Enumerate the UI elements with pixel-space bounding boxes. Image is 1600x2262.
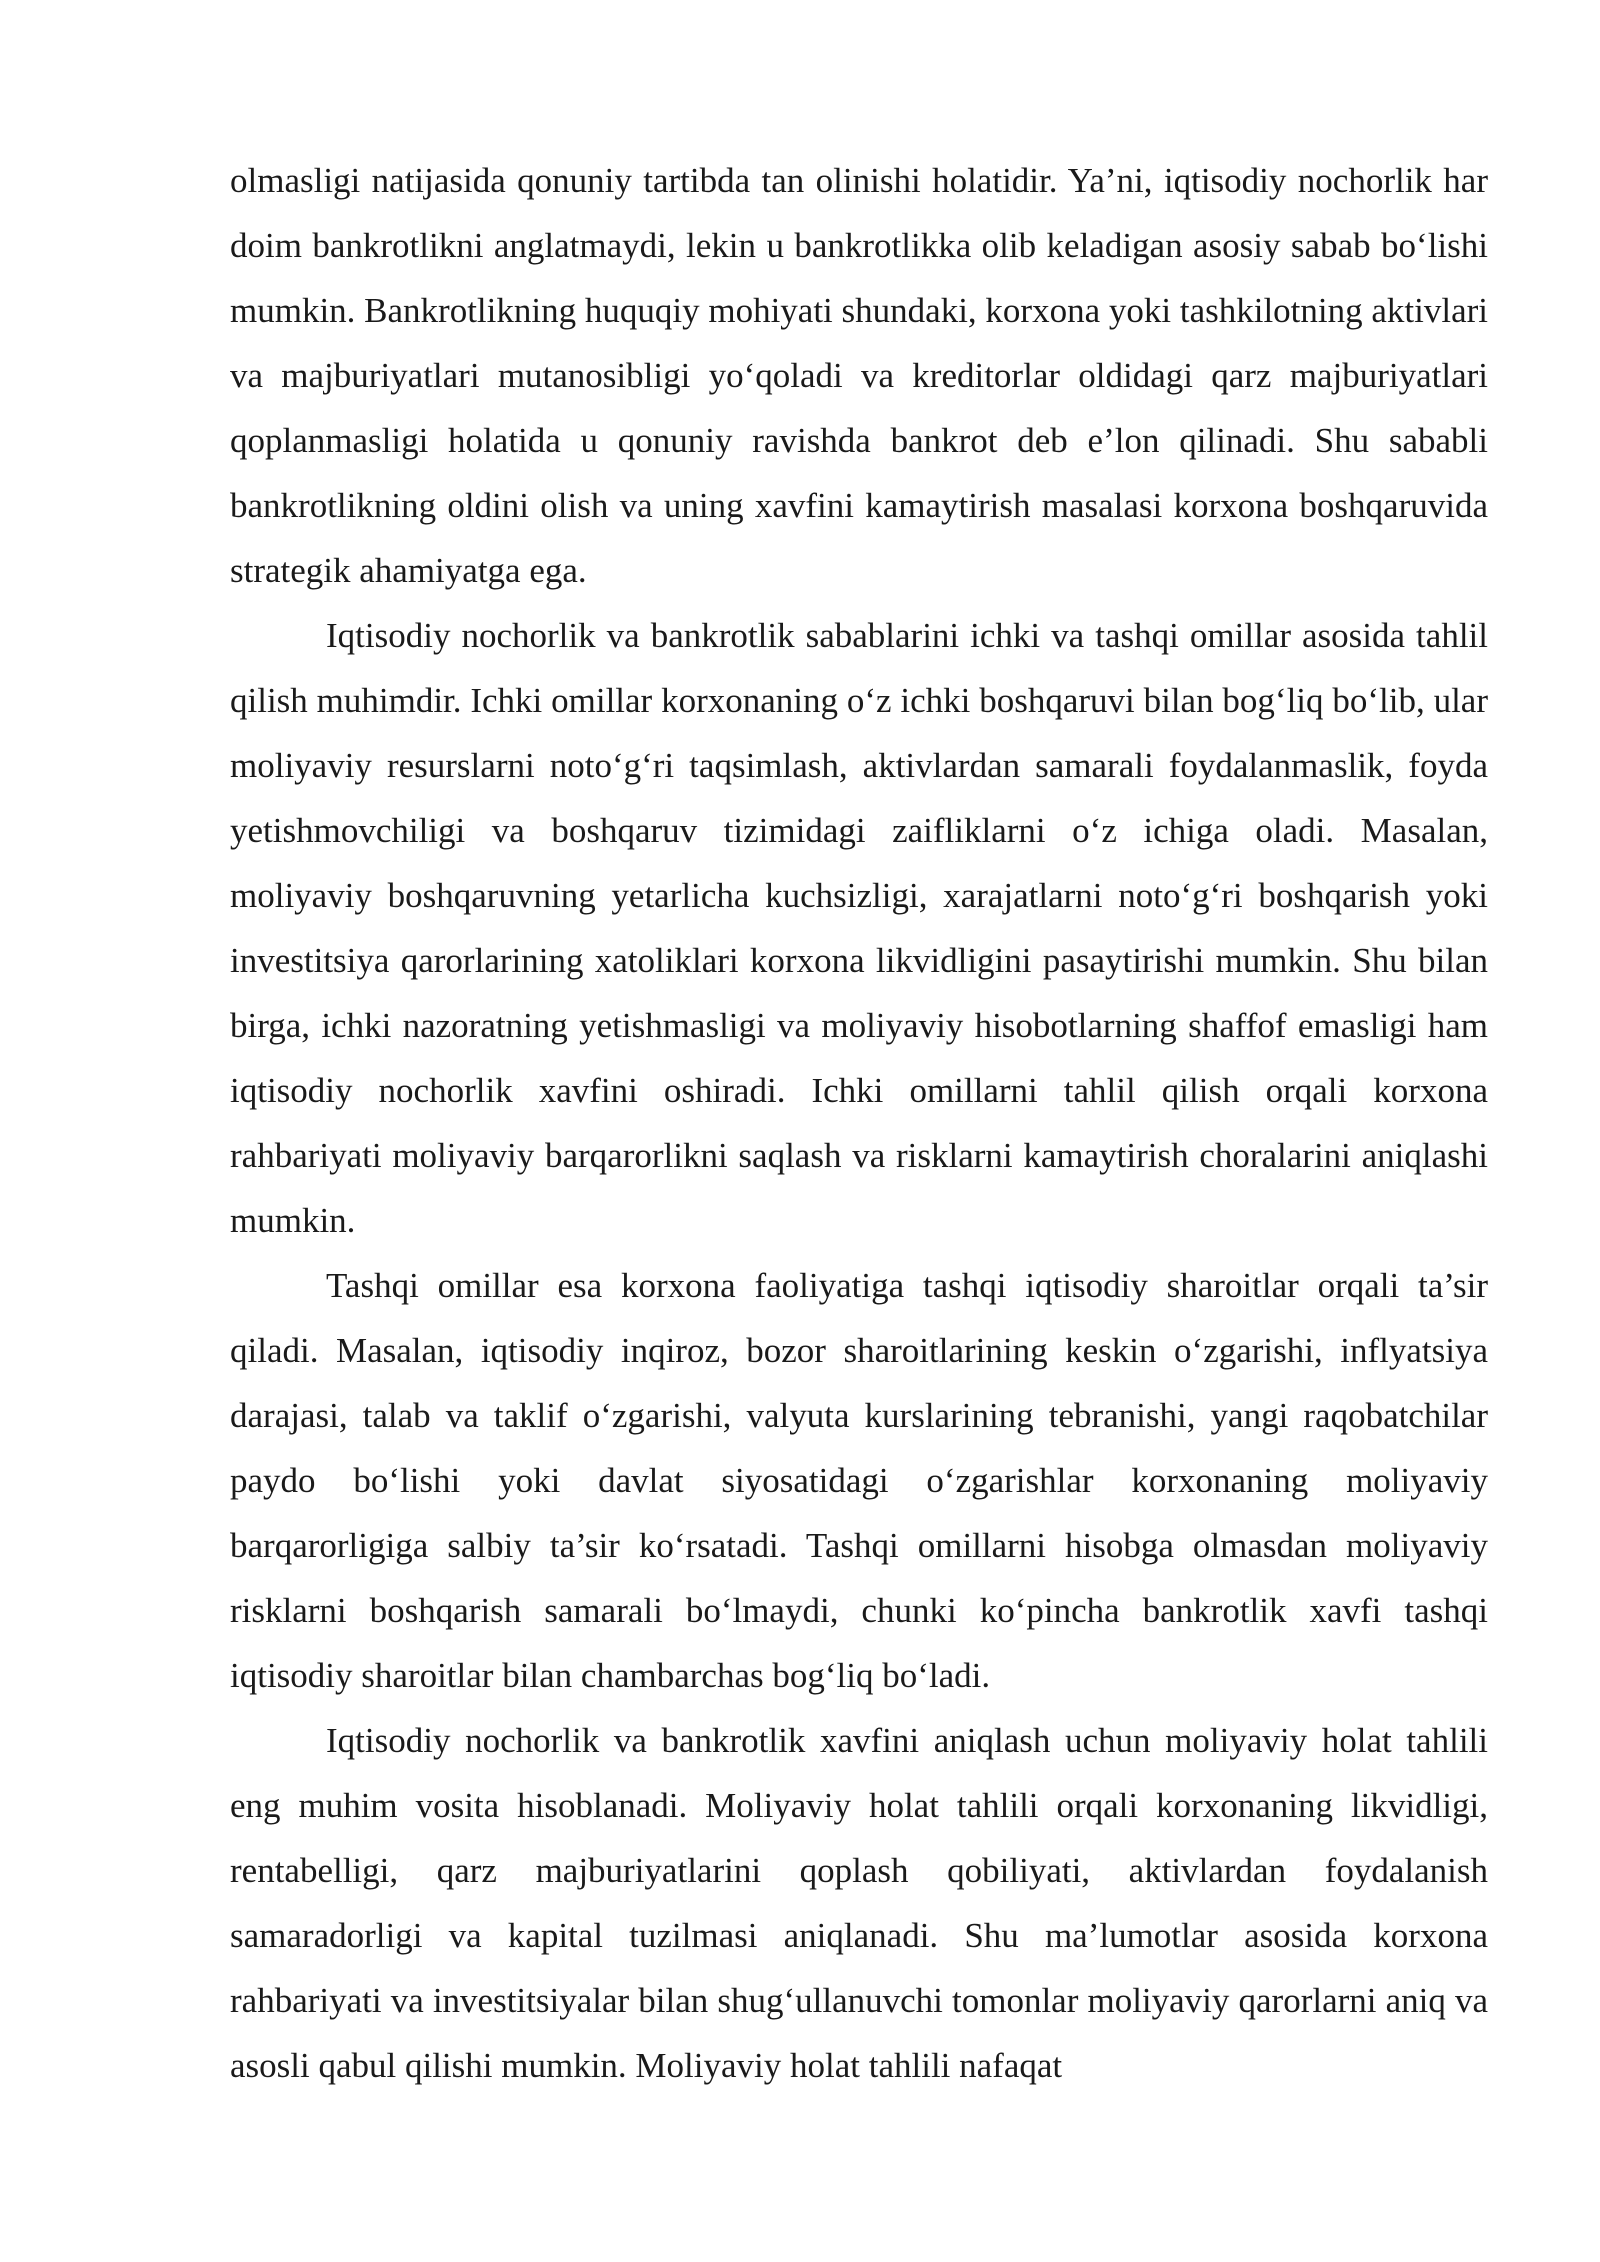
document-body	[230, 148, 1488, 2098]
paragraph-continuation: olmasligi natijasida qonuniy tartibda tan olinishi holatidir. Ya’ni, iqtisodiy nochorlik har doim bankrotlikni anglatmaydi, lekin u bankrotlikka olib keladigan asosiy sabab bo‘lishi mumkin. Bankrotlikning huquqiy mohiyati shundaki, korxona yoki tashkilotning aktivlari va majburiyatlari mutanosibligi yo‘qoladi va kreditorlar oldidagi qarz majburiyatlari qoplanmasligi holatida u qonuniy ravishda bankrot deb e’lon qilinadi. Shu sababli bankrotlikning oldini olish va uning xavfini kamaytirish masalasi korxona boshqaruvida strategik ahamiyatga ega.	[230, 161, 1488, 590]
paragraph-internal-factors: Iqtisodiy nochorlik va bankrotlik sabablarini ichki va tashqi omillar asosida tahlil qilish muhimdir. Ichki omillar korxonaning o‘z ichki boshqaruvi bilan bog‘liq bo‘lib, ular moliyaviy resurslarni noto‘g‘ri taqsimlash, aktivlardan samarali foydalanmaslik, foyda yetishmovchiligi va boshqaruv tizimidagi zaifliklarni o‘z ichiga oladi. Masalan, moliyaviy boshqaruvning yetarlicha kuchsizligi, xarajatlarni noto‘g‘ri boshqarish yoki investitsiya qarorlarining xatoliklari korxona likvidligini pasaytirishi mumkin. Shu bilan birga, ichki nazoratning yetishmasligi va moliyaviy hisobotlarning shaffof emasligi ham iqtisodiy nochorlik xavfini oshiradi. Ichki omillarni tahlil qilish orqali korxona rahbariyati moliyaviy barqarorlikni saqlash va risklarni kamaytirish choralarini aniqlashi mumkin.	[230, 616, 1488, 1240]
paragraph-external-factors: Tashqi omillar esa korxona faoliyatiga tashqi iqtisodiy sharoitlar orqali ta’sir qiladi. Masalan, iqtisodiy inqiroz, bozor sharoitlarining keskin o‘zgarishi, inflyatsiya darajasi, talab va taklif o‘zgarishi, valyuta kurslarining tebranishi, yangi raqobatchilar paydo bo‘lishi yoki davlat siyosatidagi o‘zgarishlar korxonaning moliyaviy barqarorligiga salbiy ta’sir ko‘rsatadi. Tashqi omillarni hisobga olmasdan moliyaviy risklarni boshqarish samarali bo‘lmaydi, chunki ko‘pincha bankrotlik xavfi tashqi iqtisodiy sharoitlar bilan chambarchas bog‘liq bo‘ladi.	[230, 1266, 1488, 1695]
paragraph-financial-analysis: Iqtisodiy nochorlik va bankrotlik xavfini aniqlash uchun moliyaviy holat tahlili eng muhim vosita hisoblanadi. Moliyaviy holat tahlili orqali korxonaning likvidligi, rentabelligi, qarz majburiyatlarini qoplash qobiliyati, aktivlardan foydalanish samaradorligi va kapital tuzilmasi aniqlanadi. Shu ma’lumotlar asosida korxona rahbariyati va investitsiyalar bilan shug‘ullanuvchi tomonlar moliyaviy qarorlarni aniq va asosli qabul qilishi mumkin. Moliyaviy holat tahlili nafaqat	[230, 1721, 1488, 2085]
